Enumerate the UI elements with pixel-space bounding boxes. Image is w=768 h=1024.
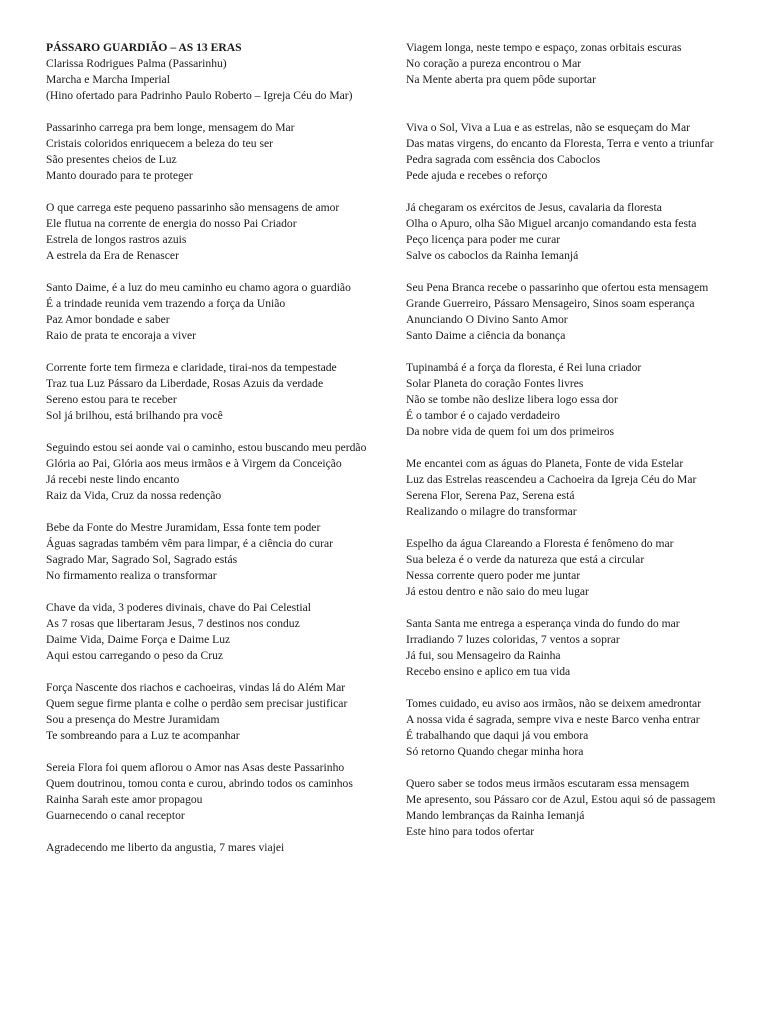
stanza	[406, 696, 744, 760]
verse-line: Luz das Estrelas reascendeu a Cachoeira da Igreja Céu do Mar	[406, 473, 697, 486]
stanza	[46, 840, 388, 856]
verse-line: Já recebi neste lindo encanto	[46, 473, 180, 486]
verse-line: Espelho da água Clareando a Floresta é fenômeno do mar	[406, 537, 674, 550]
right-column	[406, 40, 744, 856]
verse-line: Sua beleza é o verde da natureza que está a circular	[406, 553, 645, 566]
stanza	[406, 200, 744, 264]
stanza	[46, 120, 388, 184]
left-column	[46, 40, 388, 872]
verse-line: Este hino para todos ofertar	[406, 825, 535, 838]
verse-line: Corrente forte tem firmeza e claridade, tirai-nos da tempestade	[46, 361, 337, 374]
verse-line: Me encantei com as águas do Planeta, Fonte de vida Estelar	[406, 457, 684, 470]
verse-line: Recebo ensino e aplico em tua vida	[406, 665, 571, 678]
verse-line: Solar Planeta do coração Fontes livres	[406, 377, 584, 390]
verse-line: Já estou dentro e não saio do meu lugar	[406, 585, 589, 598]
author-line: Clarissa Rodrigues Palma (Passarinhu)	[46, 57, 227, 70]
verse-line: Seguindo estou sei aonde vai o caminho, estou buscando meu perdão	[46, 441, 367, 454]
verse-line: Traz tua Luz Pássaro da Liberdade, Rosas Azuis da verdade	[46, 377, 324, 390]
verse-line: Santo Daime, é a luz do meu caminho eu chamo agora o guardião	[46, 281, 351, 294]
verse-line: Te sombreando para a Luz te acompanhar	[46, 729, 240, 742]
verse-line: Estrela de longos rastros azuis	[46, 233, 187, 246]
verse-line: Cristais coloridos enriquecem a beleza do teu ser	[46, 137, 273, 150]
verse-line: Sagrado Mar, Sagrado Sol, Sagrado estás	[46, 553, 238, 566]
verse-line: Pedra sagrada com essência dos Caboclos	[406, 153, 601, 166]
verse-line: No firmamento realiza o transformar	[46, 569, 217, 582]
verse-line: É trabalhando que daqui já vou embora	[406, 729, 589, 742]
verse-line: No coração a pureza encontrou o Mar	[406, 57, 582, 70]
verse-line: Quem segue firme planta e colhe o perdão sem precisar justificar	[46, 697, 348, 710]
right-stanzas	[406, 40, 744, 840]
verse-line: Mando lembranças da Rainha Iemanjá	[406, 809, 585, 822]
verse-line: Não se tombe não deslize libera logo essa dor	[406, 393, 618, 406]
verse-line: Viva o Sol, Viva a Lua e as estrelas, não se esqueçam do Mar	[406, 121, 690, 134]
stanza	[406, 616, 744, 680]
verse-line: Aqui estou carregando o peso da Cruz	[46, 649, 224, 662]
verse-line: Raiz da Vida, Cruz da nossa redenção	[46, 489, 222, 502]
verse-line: A nossa vida é sagrada, sempre viva e neste Barco venha entrar	[406, 713, 700, 726]
verse-line: Sol já brilhou, está brilhando pra você	[46, 409, 223, 422]
verse-line: Passarinho carrega pra bem longe, mensagem do Mar	[46, 121, 295, 134]
stanza	[406, 280, 744, 344]
verse-line: Quero saber se todos meus irmãos escutaram essa mensagem	[406, 777, 690, 790]
verse-line: Santo Daime a ciência da bonança	[406, 329, 566, 342]
verse-line: Quem doutrinou, tomou conta e curou, abrindo todos os caminhos	[46, 777, 353, 790]
verse-line: Sereno estou para te receber	[46, 393, 177, 406]
verse-line: Da nobre vida de quem foi um dos primeiros	[406, 425, 614, 438]
verse-line: Viagem longa, neste tempo e espaço, zonas orbitais escuras	[406, 41, 682, 54]
verse-line: Sou a presença do Mestre Juramidam	[46, 713, 220, 726]
verse-line: Ele flutua na corrente de energia do nosso Pai Criador	[46, 217, 297, 230]
left-stanzas	[46, 120, 388, 856]
verse-line: Tomes cuidado, eu aviso aos irmãos, não se deixem amedrontar	[406, 697, 702, 710]
verse-line: É o tambor é o cajado verdadeiro	[406, 409, 560, 422]
stanza	[46, 280, 388, 344]
verse-line: Já fui, sou Mensageiro da Rainha	[406, 649, 561, 662]
verse-line: Seu Pena Branca recebe o passarinho que ofertou esta mensagem	[406, 281, 709, 294]
rhythm-line: Marcha e Marcha Imperial	[46, 73, 170, 86]
verse-line: Bebe da Fonte do Mestre Juramidam, Essa fonte tem poder	[46, 521, 321, 534]
stanza	[46, 680, 388, 744]
stanza	[406, 360, 744, 440]
document-header	[46, 40, 388, 104]
verse-line: Anunciando O Divino Santo Amor	[406, 313, 568, 326]
stanza	[46, 520, 388, 584]
verse-line: Serena Flor, Serena Paz, Serena está	[406, 489, 575, 502]
verse-line: Daime Vida, Daime Força e Daime Luz	[46, 633, 231, 646]
verse-line: Só retorno Quando chegar minha hora	[406, 745, 584, 758]
verse-line: Nessa corrente quero poder me juntar	[406, 569, 581, 582]
verse-line: Irradiando 7 luzes coloridas, 7 ventos a soprar	[406, 633, 620, 646]
stanza	[46, 360, 388, 424]
verse-line: Santa Santa me entrega a esperança vinda do fundo do mar	[406, 617, 680, 630]
verse-line: Manto dourado para te proteger	[46, 169, 193, 182]
verse-line: Agradecendo me liberto da angustia, 7 mares viajei	[46, 841, 285, 854]
verse-line: Salve os caboclos da Rainha Iemanjá	[406, 249, 579, 262]
stanza	[46, 760, 388, 824]
dedication-line: (Hino ofertado para Padrinho Paulo Roberto – Igreja Céu do Mar)	[46, 89, 353, 102]
verse-line: Força Nascente dos riachos e cachoeiras, vindas lá do Além Mar	[46, 681, 346, 694]
stanza	[406, 40, 744, 88]
verse-line: As 7 rosas que libertaram Jesus, 7 destinos nos conduz	[46, 617, 300, 630]
verse-line: Rainha Sarah este amor propagou	[46, 793, 203, 806]
stanza	[406, 776, 744, 840]
stanza	[46, 600, 388, 664]
verse-line: Sereia Flora foi quem aflorou o Amor nas Asas deste Passarinho	[46, 761, 345, 774]
verse-line: Realizando o milagre do transformar	[406, 505, 577, 518]
verse-line: Águas sagradas também vêm para limpar, é a ciência do curar	[46, 537, 333, 550]
stanza	[406, 456, 744, 520]
verse-line: Pede ajuda e recebes o reforço	[406, 169, 548, 182]
verse-line: Chave da vida, 3 poderes divinais, chave do Pai Celestial	[46, 601, 311, 614]
verse-line: Me apresento, sou Pássaro cor de Azul, Estou aqui só de passagem	[406, 793, 716, 806]
verse-line: Tupinambá é a força da floresta, é Rei luna criador	[406, 361, 642, 374]
verse-line: Na Mente aberta pra quem pôde suportar	[406, 73, 596, 86]
verse-line: Peço licença para poder me curar	[406, 233, 561, 246]
stanza	[46, 200, 388, 264]
verse-line: Olha o Apuro, olha São Miguel arcanjo comandando esta festa	[406, 217, 697, 230]
verse-line: O que carrega este pequeno passarinho são mensagens de amor	[46, 201, 340, 214]
verse-line: Glória ao Pai, Glória aos meus irmãos e à Virgem da Conceição	[46, 457, 342, 470]
verse-line: Grande Guerreiro, Pássaro Mensageiro, Sinos soam esperança	[406, 297, 695, 310]
stanza	[406, 120, 744, 184]
stanza	[406, 536, 744, 600]
hymn-title: PÁSSARO GUARDIÃO – AS 13 ERAS	[46, 41, 242, 54]
verse-line: São presentes cheios de Luz	[46, 153, 177, 166]
verse-line: Já chegaram os exércitos de Jesus, cavalaria da floresta	[406, 201, 662, 214]
verse-line: Das matas virgens, do encanto da Floresta, Terra e vento a triunfar	[406, 137, 714, 150]
stanza	[46, 440, 388, 504]
verse-line: Paz Amor bondade e saber	[46, 313, 170, 326]
verse-line: É a trindade reunida vem trazendo a força da União	[46, 297, 286, 310]
verse-line: A estrela da Era de Renascer	[46, 249, 179, 262]
verse-line: Raio de prata te encoraja a viver	[46, 329, 196, 342]
verse-line: Guarnecendo o canal receptor	[46, 809, 185, 822]
